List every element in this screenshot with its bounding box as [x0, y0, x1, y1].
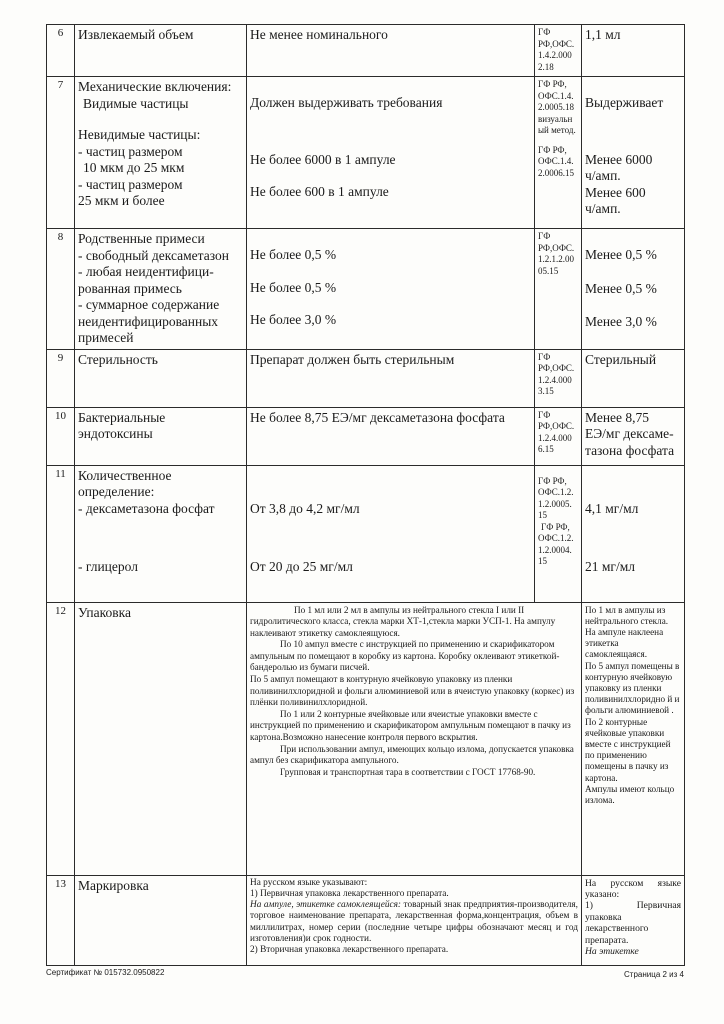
table-row-9	[47, 349, 685, 407]
table-row-8	[47, 229, 685, 350]
test-name: Механические включения: Видимые частицы Невидимые частицы: - частиц размером 10 мкм до 25 мкм - частиц размером 25 мкм и более	[75, 77, 247, 229]
labeling-requirement: На русском языке указывают: 1) Первичная упаковка лекарственного препарата. На ампуле, этикетке самоклеящейся: товарный знак предприятия-производителя, торговое наименование препарата, лекарственная форма,концентрация, объем в миллилитрах, номер серии (последние четыре цифры обозначают месяц и год изготовления)и срок годности. 2) Вторичная упаковка лекарственного препарата.	[247, 875, 582, 965]
row-number: 7	[47, 77, 75, 229]
table-row-6	[47, 25, 685, 77]
labeling-result: На русском языке указано: 1) Первичная упаковка лекарственного препарата. На этикетке	[582, 875, 685, 965]
packaging-result: По 1 мл в ампулы из нейтрального стекла. На ампуле наклеена этикетка самоклеящаяся. По 5 ампул помещены в контурную ячейковую упаковку из пленки поливинилхлоридно й и фольги алюминиевой . По 2 контурные ячейковые упаковки вместе с инструкцией по применению помещены в пачку из картона. Ампулы имеют кольцо излома.	[582, 602, 685, 875]
method: ГФ РФ, ОФС.1.2. 1.2.0005. 15 ГФ РФ, ОФС.1.2. 1.2.0004. 15	[535, 465, 582, 602]
packaging-requirement: По 1 мл или 2 мл в ампулы из нейтрального стекла I или II гидролитического класса, стекла марки ХТ-1,стекла марки УСП-1. На ампулу наклеивают этикетку самоклеящуюся. По 10 ампул вместе с инструкцией по применению и скарификатором ампульным по помещают в коробку из картона. Коробку оклеивают этикеткой-бандеролью из бумаги писчей. По 5 ампул помещают в контурную ячейковую упаковку из пленки поливинилхлоридной и фольги алюминиевой или в ячеистую упаковку (коркес) из плёнки поливинилхлоридной. По 1 или 2 контурные ячейковые или ячеистые упаковки вместе с инструкцией по применению и скарификатором ампульным помещают в пачку из картона.Возможно нанесение контроля первого вскрытия. При использовании ампул, имеющих кольцо излома, допускается упаковка ампул без скарификатора ампульного. Групповая и транспортная тара в соответствии с ГОСТ 17768-90.	[247, 602, 582, 875]
test-name: Стерильность	[75, 349, 247, 407]
result: Менее 8,75 ЕЭ/мг дексаме- тазона фосфата	[582, 407, 685, 465]
result: Стерильный	[582, 349, 685, 407]
requirement: Не менее номинального	[247, 25, 535, 77]
requirement: Не более 0,5 % Не более 0,5 % Не более 3,0 %	[247, 229, 535, 350]
table-row-11	[47, 465, 685, 602]
requirement: Не более 8,75 ЕЭ/мг дексаметазона фосфата	[247, 407, 535, 465]
result: Менее 0,5 % Менее 0,5 % Менее 3,0 %	[582, 229, 685, 350]
row-number: 10	[47, 407, 75, 465]
page-number: Страница 2 из 4	[624, 970, 684, 979]
table-row-7	[47, 77, 685, 229]
test-name: Бактериальные эндотоксины	[75, 407, 247, 465]
row-number: 11	[47, 465, 75, 602]
row-number: 12	[47, 602, 75, 875]
table-row-10	[47, 407, 685, 465]
method: ГФ РФ,ОФС. 1.2.4.000 3.15	[535, 349, 582, 407]
test-name: Количественное определение: - дексаметазона фосфат - глицерол	[75, 465, 247, 602]
test-name: Родственные примеси - свободный дексаметазон - любая неидентифици- рованная примесь - суммарное содержание неидентифицированных примесей	[75, 229, 247, 350]
method: ГФ РФ,ОФС. 1.2.1.2.00 05.15	[535, 229, 582, 350]
test-name: Упаковка	[75, 602, 247, 875]
result: 1,1 мл	[582, 25, 685, 77]
certificate-number: Сертификат № 015732.0950822	[46, 968, 165, 977]
result: Выдерживает Менее 6000 ч/амп. Менее 600 ч/амп.	[582, 77, 685, 229]
table-row-13	[47, 875, 685, 965]
row-number: 6	[47, 25, 75, 77]
row-number: 8	[47, 229, 75, 350]
row-number: 13	[47, 875, 75, 965]
requirement: От 3,8 до 4,2 мг/мл От 20 до 25 мг/мл	[247, 465, 535, 602]
method: ГФ РФ,ОФС. 1.2.4.000 6.15	[535, 407, 582, 465]
method: ГФ РФ,ОФС. 1.4.2.000 2.18	[535, 25, 582, 77]
method: ГФ РФ, ОФС.1.4. 2.0005.18 визуальн ый метод. ГФ РФ, ОФС.1.4. 2.0006.15	[535, 77, 582, 229]
table-row-12	[47, 602, 685, 875]
requirement: Должен выдерживать требования Не более 6000 в 1 ампуле Не более 600 в 1 ампуле	[247, 77, 535, 229]
test-name: Маркировка	[75, 875, 247, 965]
requirement: Препарат должен быть стерильным	[247, 349, 535, 407]
result: 4,1 мг/мл 21 мг/мл	[582, 465, 685, 602]
analysis-table	[46, 24, 685, 966]
row-number: 9	[47, 349, 75, 407]
test-name: Извлекаемый объем	[75, 25, 247, 77]
